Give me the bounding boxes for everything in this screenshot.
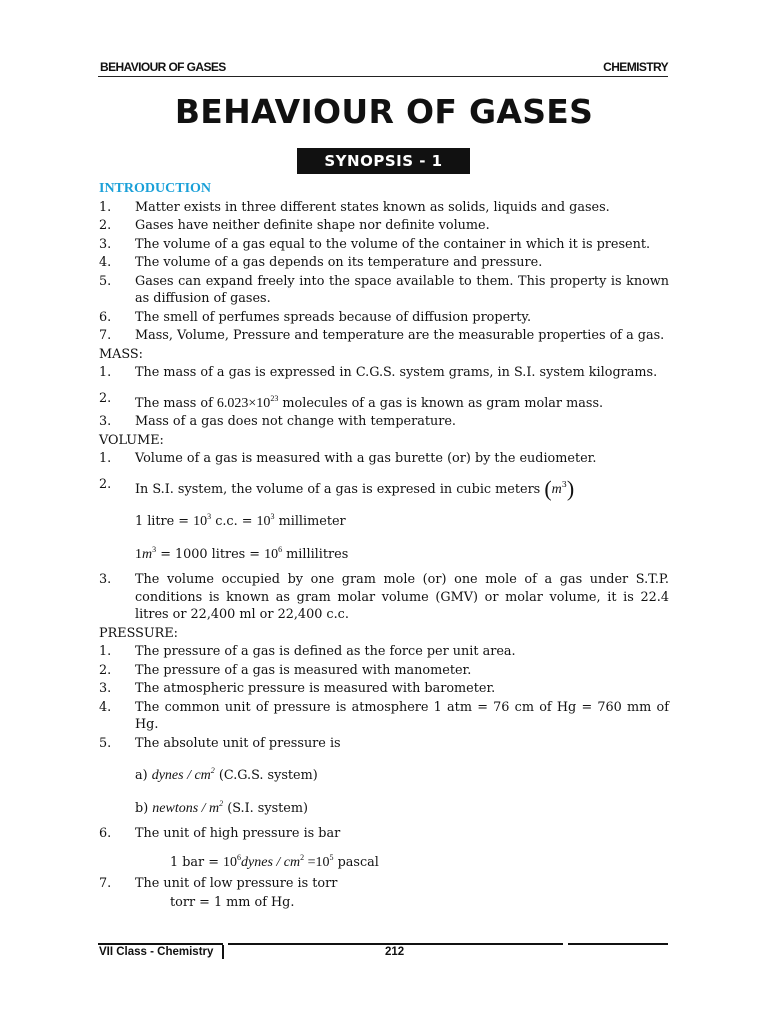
list-item: 2. The pressure of a gas is measured with manometer. bbox=[99, 662, 472, 678]
pressure-heading: PRESSURE: bbox=[99, 625, 178, 641]
introduction-list bbox=[99, 199, 669, 345]
list-item: 5. The absolute unit of pressure is bbox=[99, 735, 341, 751]
list-item: 3. The volume occupied by one gram mole (or) one mole of a gas under S.T.P. conditions is known as gram molar volume (GMV) or molar volume, it is 22.4 litres or 22,400 ml or 22,400 c.c. bbox=[99, 572, 669, 622]
list-item: 1. The mass of a gas is expressed in C.G.S. system grams, in S.I. system kilograms. bbox=[99, 365, 658, 380]
running-header bbox=[100, 60, 668, 76]
list-item: 1. Volume of a gas is measured with a gas burette (or) by the eudiometer. bbox=[99, 451, 597, 466]
synopsis-badge: SYNOPSIS - 1 bbox=[297, 148, 470, 174]
footer-rule bbox=[98, 943, 223, 945]
list-item: 1. Matter exists in three different states known as solids, liquids and gases. bbox=[99, 199, 610, 215]
si-unit: b) newtons / $m^2$ (S.I. system) bbox=[135, 798, 309, 816]
cubic-meter-equation: $1m^3 = 1000$ litres = $10^6$ millilitres bbox=[135, 544, 349, 562]
footer-class-label: VII Class - Chemistry bbox=[99, 946, 214, 958]
list-item: 6. The unit of high pressure is bar bbox=[99, 826, 341, 841]
bar-equation: 1 bar = $10^6dynes / cm^2 =10^5$ pascal bbox=[170, 852, 379, 870]
list-item: 2. In S.I. system, the volume of a gas is expresed in cubic meters $(m^3)$ bbox=[99, 475, 575, 501]
list-item: 3. The atmospheric pressure is measured with barometer. bbox=[99, 681, 496, 696]
list-item: 6. The smell of perfumes spreads because of diffusion property. bbox=[99, 309, 532, 325]
torr-equation: torr = 1 mm of Hg. bbox=[170, 894, 295, 910]
header-rule bbox=[98, 76, 668, 77]
avogadro-number: $6.023\times 10^{23}$ bbox=[216, 393, 279, 411]
list-item: 1. The pressure of a gas is defined as the force per unit area. bbox=[99, 644, 516, 659]
footer-rule bbox=[228, 943, 563, 945]
list-item: 4. The volume of a gas depends on its temperature and pressure. bbox=[99, 255, 543, 270]
list-item: 7. The unit of low pressure is torr bbox=[99, 876, 338, 891]
cgs-unit: a) dynes / $cm^2$ (C.G.S. system) bbox=[135, 766, 318, 783]
list-item: 5. Gases can expand freely into the space available to them. This property is known as diffusion of gases. bbox=[99, 273, 669, 306]
mass-heading: MASS: bbox=[99, 346, 143, 362]
list-item: 2. The mass of $6.023\times 10^{23}$ molecules of a gas is known as gram molar mass. bbox=[99, 390, 604, 411]
list-item: 3. Mass of a gas does not change with temperature. bbox=[99, 414, 456, 429]
list-item: 4. The common unit of pressure is atmosphere 1 atm = 76 cm of Hg = 760 mm of Hg. bbox=[99, 699, 669, 732]
footer-rule bbox=[568, 943, 668, 945]
main-content bbox=[99, 180, 669, 915]
list-item: 2. Gases have neither definite shape nor definite volume. bbox=[99, 218, 490, 233]
introduction-heading: INTRODUCTION bbox=[99, 181, 212, 196]
page-title: BEHAVIOUR OF GASES bbox=[174, 92, 594, 131]
list-item: 3. The volume of a gas equal to the volume of the container in which it is present. bbox=[99, 236, 651, 252]
header-left: BEHAVIOUR OF GASES bbox=[100, 60, 226, 74]
list-item: 7. Mass, Volume, Pressure and temperature are the measurable properties of a gas. bbox=[99, 328, 665, 343]
page-number: 212 bbox=[385, 946, 405, 958]
litre-equation: 1 litre = $10^3$ c.c. = $10^3$ millimeter bbox=[135, 512, 346, 529]
volume-heading: VOLUME: bbox=[99, 432, 164, 448]
footer-divider bbox=[222, 945, 224, 959]
header-right: CHEMISTRY bbox=[603, 60, 668, 74]
